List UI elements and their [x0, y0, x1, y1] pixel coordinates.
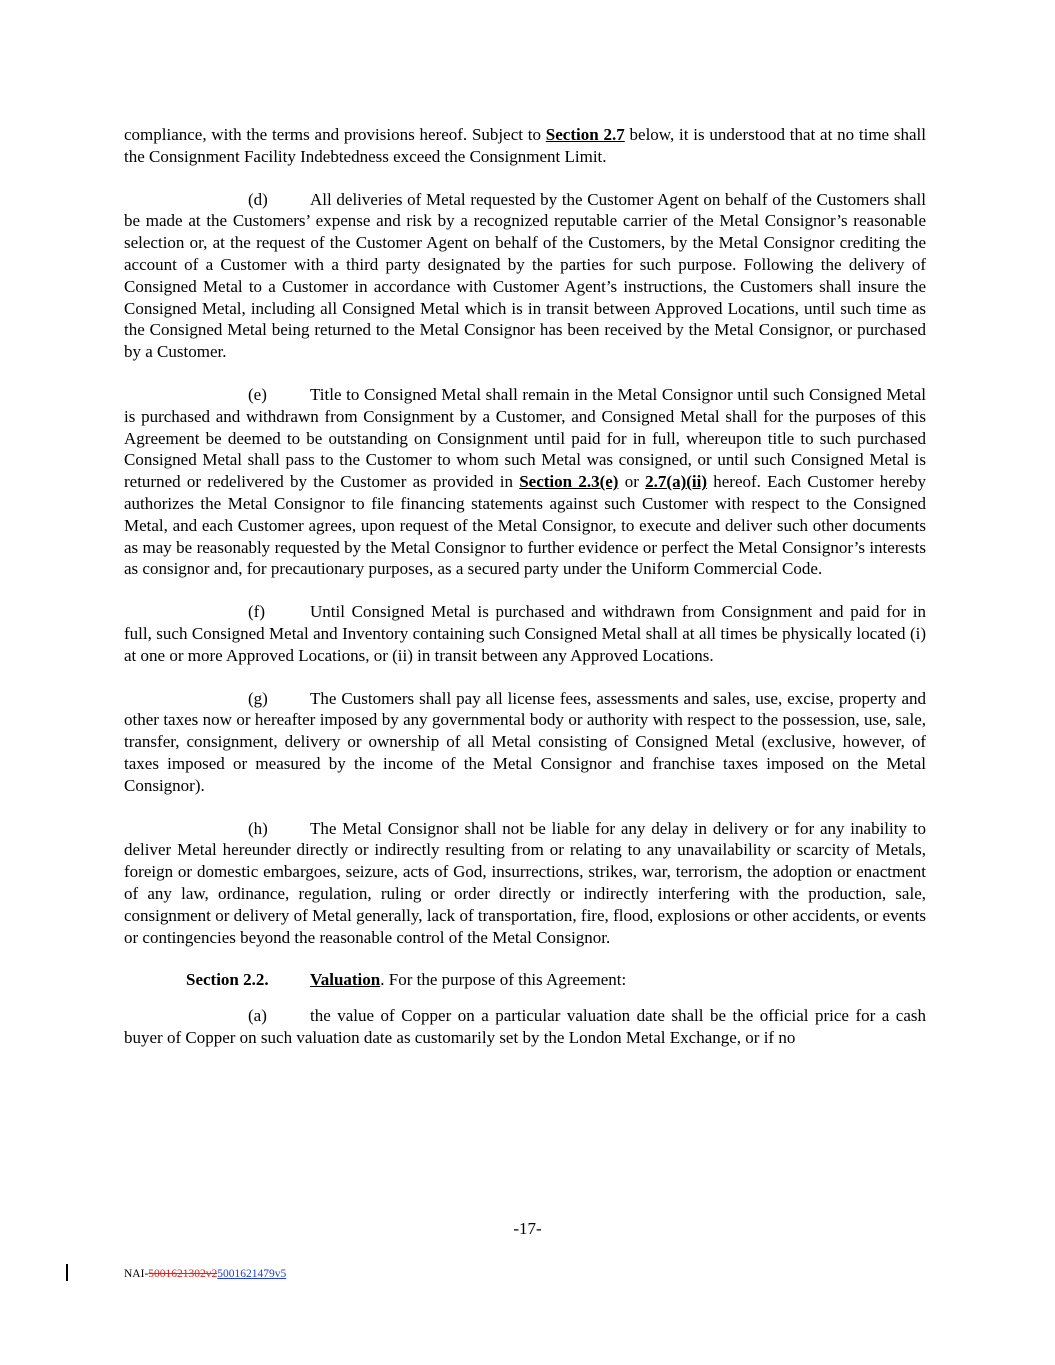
paragraph-d	[124, 189, 926, 363]
inserted-document-id: 5001621479v5	[217, 1268, 287, 1280]
section-2-2-heading	[186, 969, 926, 991]
paragraph-g-label: (g)	[248, 688, 268, 708]
paragraph-a-text: the value of Copper on a particular valuation date shall be the official price for a cash buyer of Copper on such valuation date as customarily set by the London Metal Exchange, or if no	[124, 1006, 926, 1047]
paragraph-g-text: The Customers shall pay all license fees, assessments and sales, use, excise, property and other taxes now or hereafter imposed by any governmental body or authority with respect to the possession, use, sale, transfer, consignment, delivery or ownership of all Metal consisting of Consigned Metal (exclusive, however, of taxes imposed or measured by the income of the Metal Consignor and franchise taxes imposed on the Metal Consignor).	[124, 688, 926, 795]
intro-text-2: below, it is understood that at no time shall the Consignment Facility Indebtedness exceed the Consignment Limit.	[124, 125, 927, 166]
paragraph-g	[124, 688, 926, 797]
revision-change-bar	[66, 1264, 68, 1281]
paragraph-h-label: (h)	[248, 818, 268, 838]
paragraph-e	[124, 384, 926, 580]
paragraph-f	[124, 601, 926, 666]
paragraph-a-label: (a)	[248, 1006, 267, 1026]
paragraph-f-label: (f)	[248, 602, 265, 622]
paragraph-d-label: (d)	[248, 189, 268, 209]
intro-text-1: compliance, with the terms and provisions hereof. Subject to	[124, 125, 546, 144]
paragraph-e-text-2: or	[618, 472, 646, 492]
page-number: -17-	[513, 1219, 542, 1238]
document-body	[124, 124, 926, 1049]
document-id-prefix: NAI-	[124, 1268, 149, 1280]
section-2-2-number: Section 2.2.	[186, 970, 269, 990]
paragraph-e-text-3: hereof. Each Customer hereby authorizes the Metal Consignor to file financing statements against such Customer with respect to the Consigned Metal, and each Customer agrees, upon request of the Metal Consignor, to execute and deliver such other documents as may be reasonably requested by the Metal Consignor to further evidence or perfect the Metal Consignor’s interests as consignor and, for precautionary purposes, as a secured party under the Uniform Commercial Code.	[124, 472, 927, 579]
paragraph-e-text-1: Title to Consigned Metal shall remain in the Metal Consignor until such Consigned Metal is purchased and withdrawn from Consignment by a Customer, and Consigned Metal shall for the purposes of this Agreement be deemed to be outstanding on Consignment until paid for in full, whereupon title to such purchased Consigned Metal shall pass to the Customer to whom such Metal was consigned, or until such Consigned Metal is returned or redelivered by the Customer as provided in	[124, 384, 926, 492]
paragraph-h-text: The Metal Consignor shall not be liable for any delay in delivery or for any inability to deliver Metal hereunder directly or indirectly resulting from or relating to any unavailability or scarcity of Metals, foreign or domestic embargoes, seizure, acts of God, insurrections, strikes, war, terrorism, the adoption or enactment of any law, ordinance, regulation, ruling or order directly or indirectly interfering with the production, sale, consignment or delivery of Metal generally, lack of transportation, fire, flood, explosions or other accidents, or events or contingencies beyond the reasonable control of the Metal Consignor.	[124, 818, 926, 947]
paragraph-d-text: All deliveries of Metal requested by the Customer Agent on behalf of the Customers shall be made at the Customers’ expense and risk by a recognized reputable carrier of the Metal Consignor’s reasonable selection or, at the request of the Customer Agent on behalf of the Customers, by the Metal Consignor crediting the account of a Customer with a third party designated by the parties for such purpose. Following the delivery of Consigned Metal to a Customer in accordance with Customer Agent’s instructions, the Customers shall insure the Consigned Metal, including all Consigned Metal which is in transit between Approved Locations, until such time as the Consigned Metal being returned to the Metal Consignor has been received by the Metal Consignor, or purchased by a Customer.	[124, 189, 926, 362]
paragraph-h	[124, 818, 926, 949]
paragraph-a	[124, 1005, 926, 1049]
deleted-document-id: 5001621302v2	[148, 1268, 218, 1280]
paragraph-e-label: (e)	[248, 384, 267, 404]
intro-paragraph	[124, 124, 926, 168]
section-2-2-text: . For the purpose of this Agreement:	[380, 970, 627, 990]
section-2-3e-reference: Section 2.3(e)	[519, 472, 619, 492]
section-2-7aii-reference: 2.7(a)(ii)	[645, 472, 707, 492]
paragraph-f-text: Until Consigned Metal is purchased and withdrawn from Consignment and paid for in full, such Consigned Metal and Inventory containing such Consigned Metal shall at all times be physically located (i) at one or more Approved Locations, or (ii) in transit between any Approved Locations.	[124, 602, 926, 665]
section-2-7-reference: Section 2.7	[545, 125, 625, 144]
document-id	[124, 1267, 286, 1281]
section-2-2-title: Valuation	[310, 970, 381, 990]
